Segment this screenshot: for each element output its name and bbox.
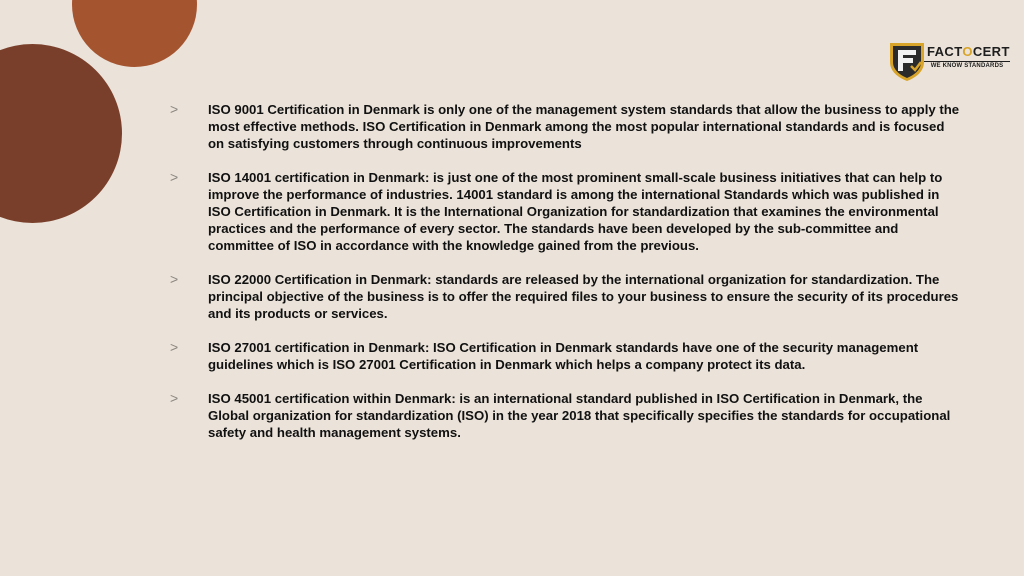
decorative-circle-left — [0, 44, 122, 223]
logo-tagline: WE KNOW STANDARDS — [924, 61, 1010, 69]
list-item — [170, 271, 960, 322]
list-item-text: ISO 9001 Certification in Denmark is only one of the management system standards that allow the business to apply the most effective methods. ISO Certification in Denmark among the most popular international standards and is focused on satisfying customers through continuous improvements — [208, 102, 960, 151]
list-item — [170, 390, 960, 441]
list-item — [170, 101, 960, 152]
factocert-logo — [888, 40, 1014, 82]
list-item-text: ISO 14001 certification in Denmark: is just one of the most prominent small-scale business initiatives that can help to improve the performance of industries. 14001 standard is among the international Standards which was published in ISO Certification in Denmark. It is the International Organization for standardization that examines the environmental practices and the performance of every sector. The standards have been developed by the sub-committee and committee of ISO in accordance with the knowledge gained from the previous. — [208, 170, 943, 253]
list-item — [170, 339, 960, 373]
list-item — [170, 169, 960, 254]
bullet-marker: > — [170, 271, 179, 287]
logo-wordmark: FACTOCERT — [927, 44, 1010, 59]
list-item-text: ISO 22000 Certification in Denmark: standards are released by the international organization for standardization. The principal objective of the business is to offer the required files to your business to ensure the security of its procedures and its products or services. — [208, 272, 959, 321]
list-item-text: ISO 27001 certification in Denmark: ISO Certification in Denmark standards have one of the security management guidelines which is ISO 27001 Certification in Denmark which helps a company protect its data. — [208, 340, 919, 372]
bullet-marker: > — [170, 339, 179, 355]
list-item-text: ISO 45001 certification within Denmark: is an international standard published in ISO Certification in Denmark, the Global organization for standardization (ISO) in the year 2018 that specifically specifies the standards for occupational safety and health management systems. — [208, 391, 951, 440]
bullet-marker: > — [170, 390, 179, 406]
bullet-marker: > — [170, 169, 179, 185]
decorative-circle-top — [72, 0, 197, 67]
bullet-list — [170, 101, 960, 458]
shield-logo-icon — [888, 40, 926, 82]
bullet-marker: > — [170, 101, 179, 117]
